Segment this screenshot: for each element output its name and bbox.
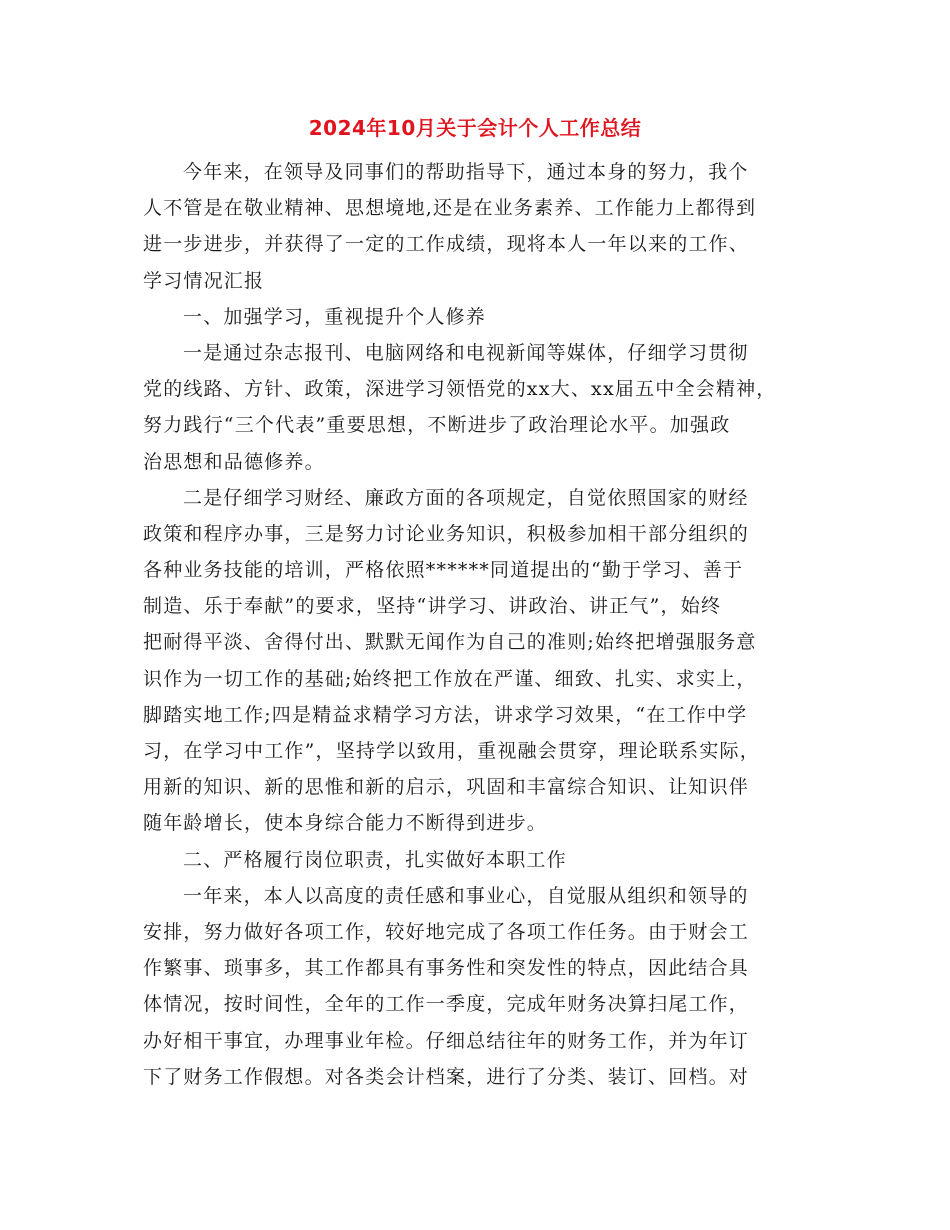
text-line: 学习情况汇报 [143,269,265,292]
text-line: 安排，努力做好各项工作，较好地完成了各项工作任务。由于财会工 [143,920,750,943]
text-line: 随年龄增长，使本身综合能力不断得到进步。 [143,812,548,835]
text-line: 各种业务技能的培训，严格依照******同道提出的“勤于学习、善于 [143,559,744,582]
document-body [143,154,823,1095]
text-line: 作繁事、琐事多，其工作都具有事务性和突发性的特点，因此结合具 [143,957,750,980]
text-line: 一年来，本人以高度的责任感和事业心，自觉服从组织和领导的 [183,884,749,907]
text-line: 办好相干事宜，办理事业年检。仔细总结往年的财务工作，并为年订 [143,1029,750,1052]
text-line: 识作为一切工作的基础;始终把工作放在严谨、细致、扎实、求实上， [143,667,757,690]
text-line: 用新的知识、新的思惟和新的启示，巩固和丰富综合知识、让知识伴 [143,776,750,799]
text-line: 人不管是在敬业精神、思想境地,还是在业务素养、工作能力上都得到 [143,197,757,220]
text-line: 习，在学习中工作”，坚持学以致用，重视融会贯穿，理论联系实际， [143,740,760,762]
text-line: 把耐得平淡、舍得付出、默默无闻作为自己的准则;始终把增强服务意 [143,631,757,654]
text-line: 努力践行“三个代表”重要思想，不断进步了政治理论水平。加强政 [143,414,731,437]
text-line: 二是仔细学习财经、廉政方面的各项规定，自觉依照国家的财经 [183,486,749,509]
text-line: 下了财务工作假想。对各类会计档案，进行了分类、装订、回档。对 [143,1065,750,1088]
text-line: 治思想和品德修养。 [143,450,325,473]
text-line: 一是通过杂志报刊、电脑网络和电视新闻等媒体，仔细学习贯彻 [183,341,749,364]
text-line: 脚踏实地工作;四是精益求精学习方法，讲求学习效果，“在工作中学 [143,703,748,726]
text-line: 今年来，在领导及同事们的帮助指导下，通过本身的努力，我个 [183,161,749,183]
text-line: 党的线路、方针、政策，深进学习领悟党的xx大、xx届五中全会精神， [143,378,777,401]
text-line: 二、严格履行岗位职责，扎实做好本职工作 [183,848,567,871]
document-title: 2024年10月关于会计个人工作总结 [308,116,642,140]
text-line: 体情况，按时间性，全年的工作一季度，完成年财务决算扫尾工作， [143,993,750,1016]
text-line: 制造、乐于奉献”的要求，坚持“讲学习、讲政治、讲正气”，始终 [143,595,722,618]
text-line: 政策和程序办事，三是努力讨论业务知识，积极参加相干部分组织的 [143,522,750,545]
text-line: 一、加强学习，重视提升个人修养 [183,305,487,328]
text-line: 进一步进步，并获得了一定的工作成绩，现将本人一年以来的工作、 [143,233,750,256]
